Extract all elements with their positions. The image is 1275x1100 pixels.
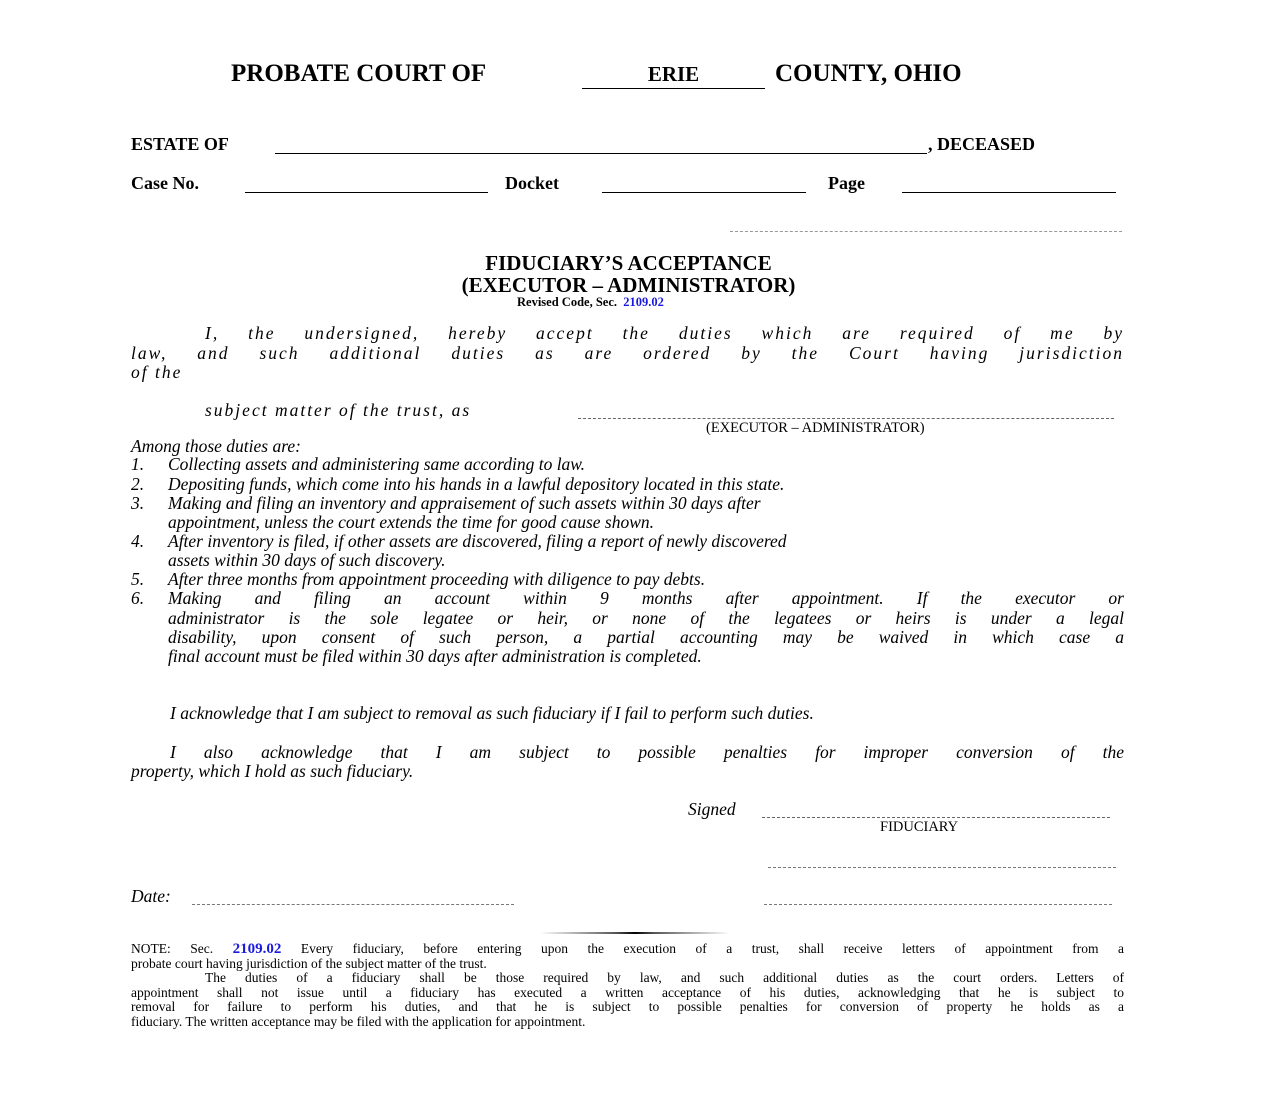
duty-text: Making and filing an account within 9 months after appointment. If the executor or bbox=[168, 588, 1124, 608]
duty-number: 3. bbox=[131, 493, 145, 513]
duty-text: appointment, unless the court extends the time for good cause shown. bbox=[168, 512, 655, 532]
fiduciary-caption: FIDUCIARY bbox=[880, 819, 959, 835]
revised-code-label: Revised Code, Sec. bbox=[517, 295, 617, 309]
intro-line: law, and such additional duties as are ordered by the Court having jurisdiction bbox=[131, 343, 1124, 363]
duty-number: 4. bbox=[131, 531, 145, 551]
duty-text: administrator is the sole legatee or heir, or none of the legatees or heirs is under a legal bbox=[168, 608, 1124, 628]
blank-line[interactable] bbox=[764, 904, 1112, 905]
duty-text: final account must be filed within 30 days after administration is completed. bbox=[168, 646, 702, 666]
deceased-label: , DECEASED bbox=[928, 134, 1036, 154]
note-line: removal for failure to perform his duties, and that he is subject to possible penalties for conversion of property he holds as a bbox=[131, 999, 1124, 1014]
date-label: Date: bbox=[131, 886, 171, 906]
ack-removal: I acknowledge that I am subject to removal as such fiduciary if I fail to perform such duties. bbox=[170, 703, 814, 723]
trust-line-label: subject matter of the trust, as bbox=[205, 400, 472, 420]
county-underline bbox=[582, 88, 765, 89]
revised-code bbox=[517, 295, 664, 310]
page-field[interactable] bbox=[902, 192, 1116, 193]
signed-label: Signed bbox=[688, 799, 736, 819]
code-section-link[interactable]: 2109.02 bbox=[623, 295, 664, 309]
note-line: fiduciary. The written acceptance may be filed with the application for appointment. bbox=[131, 1014, 586, 1029]
duty-text: assets within 30 days of such discovery. bbox=[168, 550, 446, 570]
note-line: appointment shall not issue until a fiduciary has executed a written acceptance of his duties, acknowledging that he is subject to bbox=[131, 985, 1124, 1000]
estate-label: ESTATE OF bbox=[131, 134, 229, 154]
court-title-suffix: COUNTY, OHIO bbox=[775, 60, 962, 87]
duty-text: Collecting assets and administering same according to law. bbox=[168, 454, 586, 474]
signature-field[interactable] bbox=[762, 817, 1110, 818]
date-field[interactable] bbox=[192, 904, 514, 905]
case-no-label: Case No. bbox=[131, 173, 199, 193]
blank-line bbox=[730, 231, 1122, 232]
duty-number: 5. bbox=[131, 569, 145, 589]
duty-number: 2. bbox=[131, 474, 145, 494]
ack-penalties-line: I also acknowledge that I am subject to possible penalties for improper conversion of the bbox=[170, 742, 1124, 762]
note-line: probate court having jurisdiction of the subject matter of the trust. bbox=[131, 956, 487, 971]
ornament-divider bbox=[540, 932, 730, 934]
court-title-prefix: PROBATE COURT OF bbox=[231, 60, 487, 87]
intro-line: I, the undersigned, hereby accept the duties which are required of me by bbox=[205, 323, 1124, 343]
intro-line: of the bbox=[131, 362, 183, 382]
duty-number: 6. bbox=[131, 588, 145, 608]
blank-line[interactable] bbox=[768, 867, 1116, 868]
ack-penalties-line: property, which I hold as such fiduciary. bbox=[131, 761, 414, 781]
estate-name-field[interactable] bbox=[275, 153, 927, 154]
duty-text: Depositing funds, which come into his hands in a lawful depository located in this state. bbox=[168, 474, 785, 494]
note-line: The duties of a fiduciary shall be those required by law, and such additional duties as the court orders. Letters of bbox=[205, 970, 1124, 985]
duty-number: 1. bbox=[131, 454, 145, 474]
form-title: FIDUCIARY’S ACCEPTANCE bbox=[485, 251, 772, 275]
note-text: Every fiduciary, before entering upon the execution of a trust, shall receive letters of appointment from a bbox=[300, 941, 1124, 956]
duty-text: After inventory is filed, if other assets are discovered, filing a report of newly discovered bbox=[168, 531, 787, 551]
docket-field[interactable] bbox=[602, 192, 806, 193]
form-subtitle: (EXECUTOR – ADMINISTRATOR) bbox=[461, 273, 796, 297]
county-field[interactable]: ERIE bbox=[647, 62, 700, 86]
duties-heading: Among those duties are: bbox=[131, 436, 301, 456]
case-no-field[interactable] bbox=[245, 192, 488, 193]
duty-text: After three months from appointment proceeding with diligence to pay debts. bbox=[168, 569, 706, 589]
docket-label: Docket bbox=[505, 173, 559, 193]
note-section-link[interactable]: 2109.02 bbox=[232, 941, 282, 957]
duty-text: disability, upon consent of such person, a partial accounting may be waived in which case a bbox=[168, 627, 1124, 647]
duty-text: Making and filing an inventory and appraisement of such assets within 30 days after bbox=[168, 493, 761, 513]
note-prefix: NOTE: Sec. bbox=[131, 941, 214, 956]
role-field[interactable] bbox=[578, 418, 1114, 419]
page-label: Page bbox=[828, 173, 865, 193]
role-caption: (EXECUTOR – ADMINISTRATOR) bbox=[706, 420, 925, 436]
